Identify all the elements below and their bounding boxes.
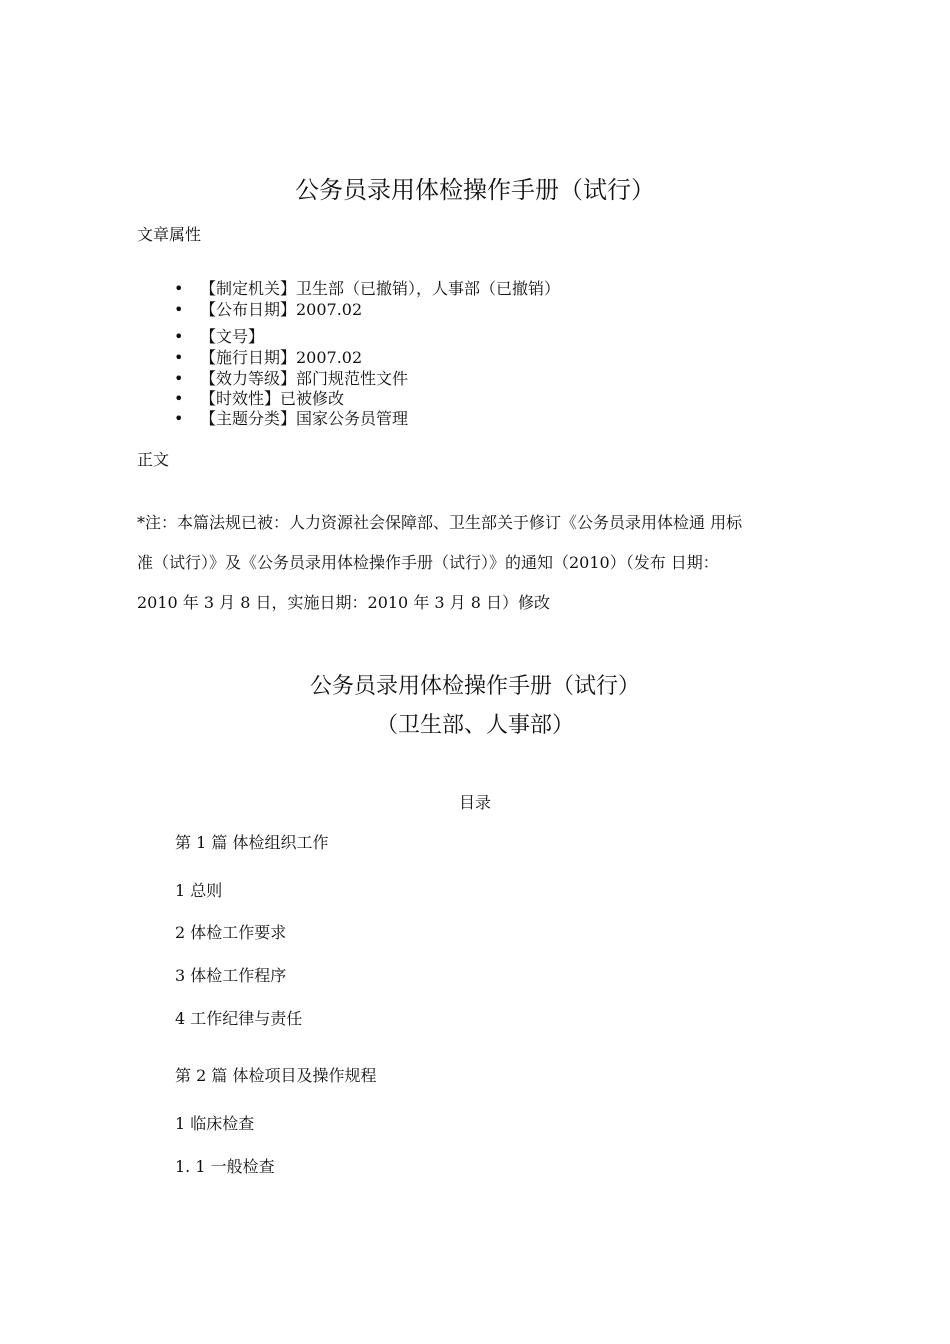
note-line: 准（试行）》及《公务员录用体检操作手册（试行）》的通知（2010）（发布 日期：: [137, 553, 719, 572]
note-line: *注：本篇法规已被：人力资源社会保障部、卫生部关于修订《公务员录用体检通 用标: [137, 513, 743, 532]
bullet: •: [174, 327, 184, 346]
attr-item-validity: • 【时效性】已被修改: [174, 389, 345, 408]
attr-item-publish-date: • 【公布日期】2007.02: [174, 300, 363, 319]
attr-item-level: • 【效力等级】部门规范性文件: [174, 369, 409, 388]
toc-item: 3 体检工作程序: [175, 966, 287, 985]
bullet: •: [174, 348, 184, 367]
toc-heading: 目录: [458, 793, 491, 812]
bullet: •: [174, 279, 184, 298]
toc-part-2: 第 2 篇 体检项目及操作规程: [175, 1066, 377, 1085]
note-line: 2010 年 3 月 8 日，实施日期：2010 年 3 月 8 日）修改: [137, 593, 551, 612]
attr-item-effective-date: • 【施行日期】2007.02: [174, 348, 363, 367]
body-heading: 正文: [137, 450, 170, 469]
manual-title: 公务员录用体检操作手册（试行）: [309, 674, 640, 699]
toc-part-1: 第 1 篇 体检组织工作: [175, 833, 329, 852]
toc-item: 2 体检工作要求: [175, 923, 287, 942]
document-title: 公务员录用体检操作手册（试行）: [295, 176, 655, 204]
attr-item-issuer: • 【制定机关】卫生部（已撤销），人事部（已撤销）: [174, 279, 561, 298]
bullet: •: [174, 389, 184, 408]
bullet: •: [174, 300, 184, 319]
bullet: •: [174, 409, 184, 428]
attributes-heading: 文章属性: [137, 225, 202, 244]
manual-subtitle: （卫生部、人事部）: [375, 713, 574, 738]
toc-item: 4 工作纪律与责任: [175, 1009, 303, 1028]
toc-item: 1. 1 一般检查: [175, 1157, 275, 1176]
bullet: •: [174, 369, 184, 388]
attr-item-category: • 【主题分类】国家公务员管理: [174, 409, 409, 428]
attr-item-doc-number: • 【文号】: [174, 327, 265, 346]
toc-item: 1 临床检查: [175, 1114, 255, 1133]
toc-item: 1 总则: [175, 881, 223, 900]
